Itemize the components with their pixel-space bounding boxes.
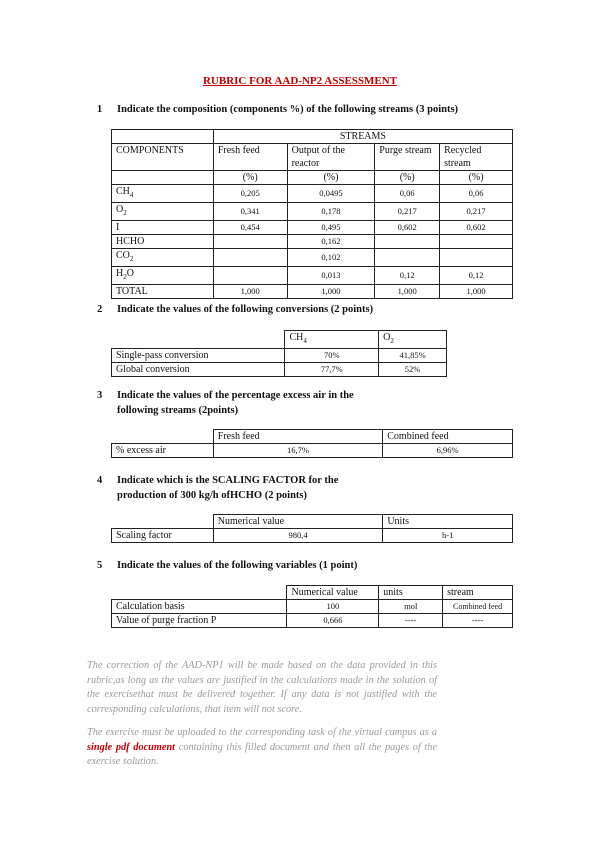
table-row [112, 614, 513, 628]
col-ch4: $CH_4$ [285, 331, 379, 349]
component-name: TOTAL [112, 285, 214, 299]
question-text: Indicate the values of the following variables (1 point) [117, 560, 358, 571]
question-4 [97, 473, 537, 503]
col-recycled-stream: Recycled stream [440, 144, 513, 171]
unit-label: (%) [287, 171, 375, 185]
cell-value: 0,162 [287, 235, 375, 249]
component-name: $H_2O$ [112, 267, 214, 285]
cell-value: 0,666 [287, 614, 379, 628]
component-name: $CH_4$ [112, 185, 214, 203]
page-title: RUBRIC FOR AAD-NP2 ASSESSMENT [202, 75, 398, 87]
component-name: $O_2$ [112, 203, 214, 221]
col-units: units [379, 586, 443, 600]
table-row [112, 235, 513, 249]
cell-value: 52% [379, 363, 447, 377]
note-correction: The correction of the AAD-NP1 will be made based on the data provided in this rubric,as long as the values are justified in the calculations made in the solution of the exercisethat must be delivered together. If any data is not justified with the corresponding calculations, that item will not score. [87, 660, 437, 715]
cell-value: 0,12 [375, 267, 440, 285]
cell-value [440, 235, 513, 249]
table-row [112, 529, 513, 543]
cell-value: 0,06 [375, 185, 440, 203]
cell-stream: Combined feed [443, 600, 513, 614]
cell-value: 100 [287, 600, 379, 614]
cell-value: 1,000 [287, 285, 375, 299]
cell-value: 77,7% [285, 363, 379, 377]
unit-label: (%) [375, 171, 440, 185]
table-row [112, 444, 513, 458]
cell-value [375, 249, 440, 267]
table-row [112, 285, 513, 299]
cell-value [375, 235, 440, 249]
cell-value: 0,602 [440, 221, 513, 235]
col-numerical-value: Numerical value [287, 586, 379, 600]
cell-value [213, 249, 287, 267]
variables-table [111, 585, 513, 628]
cell-value: 0,12 [440, 267, 513, 285]
cell-value: 0,102 [287, 249, 375, 267]
row-label: Calculation basis [112, 600, 287, 614]
question-1 [97, 102, 537, 117]
table-row [112, 221, 513, 235]
question-text-line2: production of 300 kg/h ofHCHO (2 points) [117, 490, 307, 501]
cell-value: 41,85% [379, 349, 447, 363]
note-upload-before: The exercise must be uploaded to the corresponding task of the virtual campus as a [87, 727, 437, 738]
table-row [112, 349, 447, 363]
col-combined-feed: Combined feed [383, 430, 513, 444]
cell-value: 0,602 [375, 221, 440, 235]
component-name: I [112, 221, 214, 235]
table-row [112, 600, 513, 614]
scaling-factor-table [111, 514, 513, 543]
cell-units: h-1 [383, 529, 513, 543]
note-upload [87, 726, 437, 770]
note-upload-highlight: single pdf document [87, 741, 176, 753]
row-label: % excess air [112, 444, 214, 458]
question-text: Indicate the values of the following conversions (2 points) [117, 304, 374, 315]
col-stream: stream [443, 586, 513, 600]
streams-header: STREAMS [213, 130, 512, 144]
cell-value: 980,4 [213, 529, 383, 543]
cell-value: 1,000 [375, 285, 440, 299]
question-2 [97, 302, 537, 317]
components-header: COMPONENTS [112, 144, 214, 171]
question-text-line1: Indicate the values of the percentage excess air in the [117, 390, 354, 401]
col-units: Units [383, 515, 513, 529]
component-name: HCHO [112, 235, 214, 249]
unit-blank [112, 171, 214, 185]
cell-value [213, 267, 287, 285]
table-corner [112, 430, 214, 444]
question-text-line1: Indicate which is the SCALING FACTOR for the [117, 475, 339, 486]
table-row [112, 363, 447, 377]
question-number: 4 [97, 475, 103, 486]
table-corner [112, 331, 285, 349]
conversions-table [111, 330, 447, 377]
cell-value [213, 235, 287, 249]
col-fresh-feed: Fresh feed [213, 430, 383, 444]
table-row [112, 267, 513, 285]
cell-value: 0,205 [213, 185, 287, 203]
cell-value: 0,06 [440, 185, 513, 203]
table-row [112, 249, 513, 267]
table-corner [112, 515, 214, 529]
col-numerical-value: Numerical value [213, 515, 383, 529]
question-text-line2: following streams (2points) [117, 405, 239, 416]
question-number: 5 [97, 560, 103, 571]
cell-value: 70% [285, 349, 379, 363]
question-number: 3 [97, 390, 103, 401]
row-label: Single-pass conversion [112, 349, 285, 363]
cell-value: 16,7% [213, 444, 383, 458]
unit-label: (%) [213, 171, 287, 185]
table-corner [112, 586, 287, 600]
cell-value: 0,217 [375, 203, 440, 221]
col-fresh-feed: Fresh feed [213, 144, 287, 171]
excess-air-table [111, 429, 513, 458]
unit-label: (%) [440, 171, 513, 185]
row-label: Value of purge fraction P [112, 614, 287, 628]
cell-value: 6,96% [383, 444, 513, 458]
composition-table [111, 129, 513, 299]
cell-value: 0,178 [287, 203, 375, 221]
component-name: $CO_2$ [112, 249, 214, 267]
cell-value: 0,495 [287, 221, 375, 235]
cell-stream: ---- [443, 614, 513, 628]
cell-value [440, 249, 513, 267]
cell-value: 0,341 [213, 203, 287, 221]
cell-units: ---- [379, 614, 443, 628]
row-label: Scaling factor [112, 529, 214, 543]
cell-value: 0,217 [440, 203, 513, 221]
col-purge-stream: Purge stream [375, 144, 440, 171]
question-3 [97, 388, 537, 418]
cell-value: 1,000 [213, 285, 287, 299]
table-row [112, 185, 513, 203]
cell-units: mol [379, 600, 443, 614]
cell-value: 1,000 [440, 285, 513, 299]
row-label: Global conversion [112, 363, 285, 377]
question-5 [97, 558, 537, 573]
cell-value: 0,013 [287, 267, 375, 285]
question-text: Indicate the composition (components %) of the following streams (3 points) [117, 104, 459, 115]
question-number: 2 [97, 304, 103, 315]
table-corner [112, 130, 214, 144]
col-o2: $O_2$ [379, 331, 447, 349]
note-upload-after: containing this filled document and then all the pages of the exercise solution. [87, 741, 438, 767]
cell-value: 0,0495 [287, 185, 375, 203]
table-row [112, 203, 513, 221]
cell-value: 0,454 [213, 221, 287, 235]
question-number: 1 [97, 104, 103, 115]
col-output-reactor: Output of the reactor [287, 144, 375, 171]
